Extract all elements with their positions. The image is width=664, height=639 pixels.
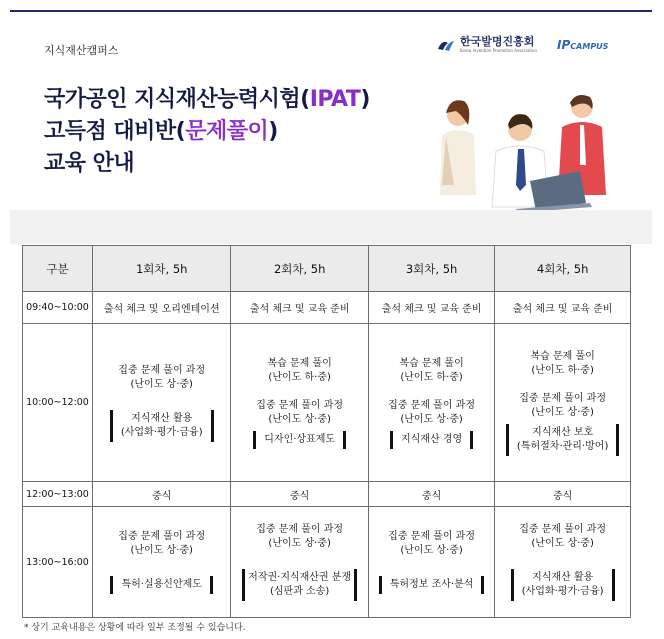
cell-line: (난이도 상·중) [130, 378, 193, 390]
ip-logo-main: IP [557, 37, 571, 52]
title-line1-b: IPAT [309, 87, 361, 112]
logo-group [436, 36, 608, 53]
table-cell [368, 324, 494, 482]
topic-bracket [110, 576, 212, 594]
cell-line: 집중 문제 풀이 과정 [519, 392, 607, 404]
ip-logo-sub: CAMPUS [570, 41, 609, 51]
header-cell: 1회차, 5h [93, 246, 231, 292]
table-cell [495, 507, 631, 618]
table-cell: 출석 체크 및 교육 준비 [231, 292, 368, 324]
table-cell: 중식 [495, 482, 631, 507]
table-row [23, 482, 631, 507]
table-row [23, 324, 631, 482]
table-cell [93, 507, 231, 618]
cell-line: (난이도 하·중) [400, 371, 463, 383]
time-cell: 09:40~10:00 [23, 292, 93, 324]
kipa-mark-icon [436, 37, 456, 53]
cell-line: 집중 문제 풀이 과정 [519, 524, 607, 535]
topic-bracket [242, 569, 357, 601]
cell-line: (난이도 상·중) [130, 545, 193, 556]
topic-line: 디자인·상표제도 [264, 433, 336, 445]
kipa-sub: Korea Invention Promotion Association [460, 48, 538, 53]
title-line2-a: 고득점 대비반( [44, 119, 186, 144]
cell-line: 집중 문제 풀이 과정 [388, 399, 475, 411]
table-cell [495, 324, 631, 482]
table-cell: 출석 체크 및 교육 준비 [368, 292, 494, 324]
table-cell: 출석 체크 및 오리엔테이션 [93, 292, 231, 324]
header-cell: 4회차, 5h [495, 246, 631, 292]
table-cell: 중식 [93, 482, 231, 507]
topic-bracket [511, 569, 615, 601]
topic-line: 지식재산 경영 [401, 433, 463, 445]
time-cell: 12:00~13:00 [23, 482, 93, 507]
cell-line: 복습 문제 풀이 [267, 357, 332, 369]
cell-line: 복습 문제 풀이 [399, 357, 464, 369]
topic-bracket [379, 576, 485, 594]
cell-line: 복습 문제 풀이 [530, 350, 595, 362]
topic-line: 저작권·지식재산권 분쟁 [248, 572, 352, 583]
cell-line: (난이도 하·중) [531, 364, 594, 376]
title-line2-c: ) [268, 119, 278, 144]
kipa-name: 한국발명진흥회 [460, 35, 535, 48]
topic-line: 지식재산 활용 [532, 572, 594, 583]
cell-line: (난이도 상·중) [531, 538, 594, 549]
table-row [23, 292, 631, 324]
topic-line: 특허·실용신안제도 [121, 579, 202, 590]
topic-line: 지식재산 보호 [532, 426, 594, 438]
section-band [10, 210, 652, 244]
topic-line: 지식재산 활용 [131, 412, 193, 424]
topic-bracket [253, 431, 346, 449]
cell-line: 집중 문제 풀이 과정 [256, 399, 344, 411]
campus-label: 지식재산캠퍼스 [44, 44, 119, 57]
header-cell: 2회차, 5h [231, 246, 368, 292]
cell-line: 집중 문제 풀이 과정 [388, 531, 475, 542]
cell-line: 집중 문제 풀이 과정 [118, 364, 206, 376]
table-cell [93, 324, 231, 482]
topic-bracket [390, 431, 473, 449]
topic-line: 특허정보 조사·분석 [389, 579, 474, 590]
table-cell [368, 507, 494, 618]
title-line1-a: 국가공인 지식재산능력시험( [44, 87, 310, 112]
table-cell: 출석 체크 및 교육 준비 [495, 292, 631, 324]
page-title [44, 84, 370, 180]
cell-line: (난이도 상·중) [531, 406, 594, 418]
topic-line: (사업화·평가·금융) [521, 586, 604, 597]
cell-line: (난이도 하·중) [268, 371, 331, 383]
header-cell: 구분 [23, 246, 93, 292]
title-line3: 교육 안내 [44, 151, 135, 176]
cell-line: (난이도 상·중) [400, 545, 463, 556]
topic-line: (사업화·평가·금융) [120, 426, 203, 438]
table-row [23, 507, 631, 618]
cell-line: (난이도 상·중) [268, 413, 331, 425]
kipa-logo [436, 36, 537, 53]
cell-line: 집중 문제 풀이 과정 [256, 524, 344, 535]
cell-line: 집중 문제 풀이 과정 [118, 531, 206, 542]
table-cell [231, 324, 368, 482]
topic-line: (특허절차·관리·방어) [516, 440, 609, 452]
table-cell: 중식 [368, 482, 494, 507]
cell-line: (난이도 상·중) [268, 538, 331, 549]
header-cell: 3회차, 5h [368, 246, 494, 292]
footnote: * 상기 교육내용은 상황에 따라 일부 조정될 수 있습니다. [24, 623, 246, 633]
ip-campus-logo [557, 38, 608, 52]
cell-line: (난이도 상·중) [400, 413, 463, 425]
time-cell: 13:00~16:00 [23, 507, 93, 618]
table-cell: 중식 [231, 482, 368, 507]
title-line2-b: 문제풀이 [185, 119, 269, 144]
topic-line: (심판과 소송) [270, 586, 330, 597]
topic-bracket [506, 424, 619, 456]
title-line1-c: ) [360, 87, 370, 112]
business-people-illustration [420, 85, 620, 215]
schedule-table [22, 245, 631, 618]
table-cell [231, 507, 368, 618]
topic-bracket [110, 410, 214, 442]
time-cell: 10:00~12:00 [23, 324, 93, 482]
table-header-row [23, 246, 631, 292]
